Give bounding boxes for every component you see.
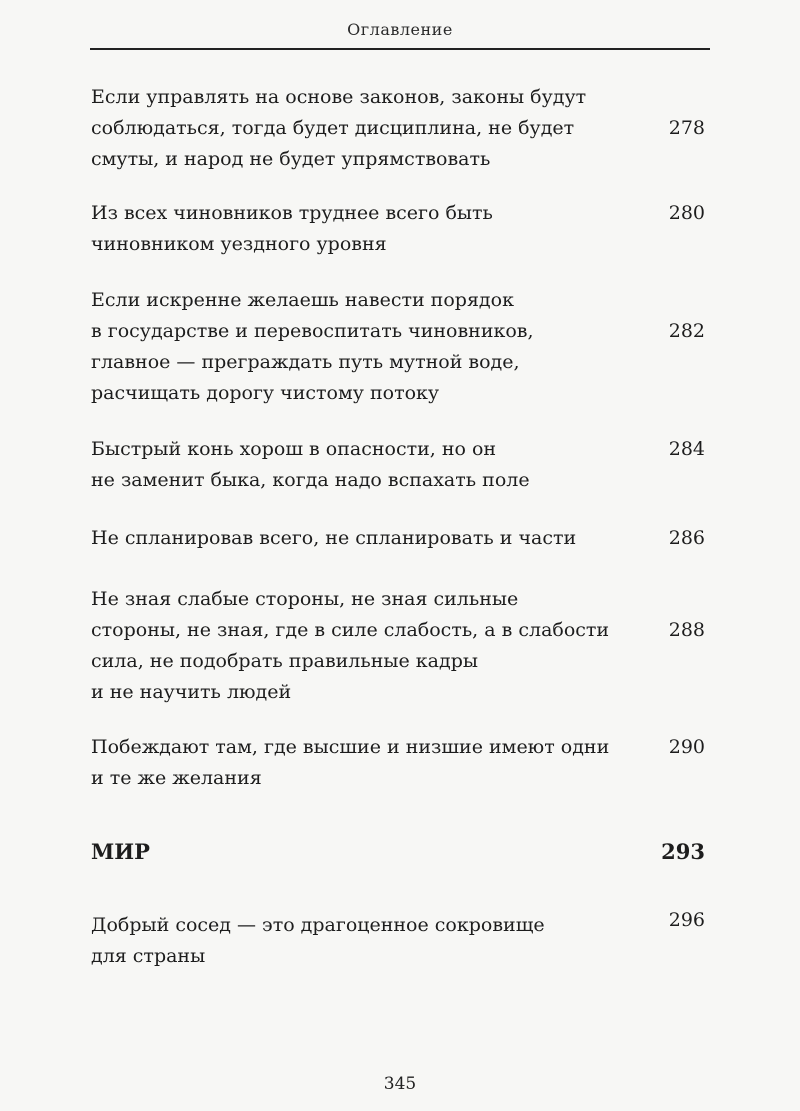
toc-entry-title: Добрый сосед — это драгоценное сокровище для страны (91, 914, 545, 967)
header-rule (90, 48, 710, 50)
toc-entry-title: Из всех чиновников труднее всего быть чиновником уездного уровня (91, 202, 493, 255)
page-number: 345 (383, 1074, 417, 1094)
toc-entry-page: 282 (668, 320, 705, 342)
toc-entry-page: 296 (668, 909, 705, 931)
section-page: 293 (661, 839, 705, 864)
toc-section-mir (91, 836, 711, 867)
toc-entry-page: 286 (668, 527, 705, 549)
toc-entry-page: 280 (668, 202, 705, 224)
section-title: МИР (91, 839, 150, 864)
toc-entry-title: Если управлять на основе законов, законы будут соблюдаться, тогда будет дисциплина, не будет смуты, и народ не будет упрямствовать (91, 86, 587, 170)
toc-entry-282 (91, 285, 711, 409)
toc-entry-296 (91, 910, 711, 972)
toc-entry-288 (91, 584, 711, 708)
toc-entry-title: Быстрый конь хорош в опасности, но он не заменит быка, когда надо вспахать поле (91, 438, 530, 491)
toc-entry-290 (91, 732, 711, 794)
toc-entry-page: 290 (668, 736, 705, 758)
toc-entry-page: 288 (668, 619, 705, 641)
toc-entry-title: Не зная слабые стороны, не зная сильные стороны, не зная, где в силе слабость, а в слабости сила, не подобрать правильные кадры и не научить людей (91, 588, 610, 703)
toc-entry-page: 284 (668, 438, 705, 460)
toc-entry-title: Если искренне желаешь навести порядок в государстве и перевоспитать чиновников, главное — преграждать путь мутной воде, расчищать дорогу чистому потоку (91, 289, 534, 404)
toc-entry-page: 278 (668, 117, 705, 139)
toc-entry-284 (91, 434, 711, 496)
toc-entry-title: Побеждают там, где высшие и низшие имеют одни и те же желания (91, 736, 610, 789)
running-head: Оглавление (347, 20, 453, 39)
toc-entry-title: Не спланировав всего, не спланировать и части (91, 527, 577, 549)
toc-entry-280 (91, 198, 711, 260)
toc-entry-278 (91, 82, 711, 175)
toc-entry-286 (91, 523, 711, 554)
